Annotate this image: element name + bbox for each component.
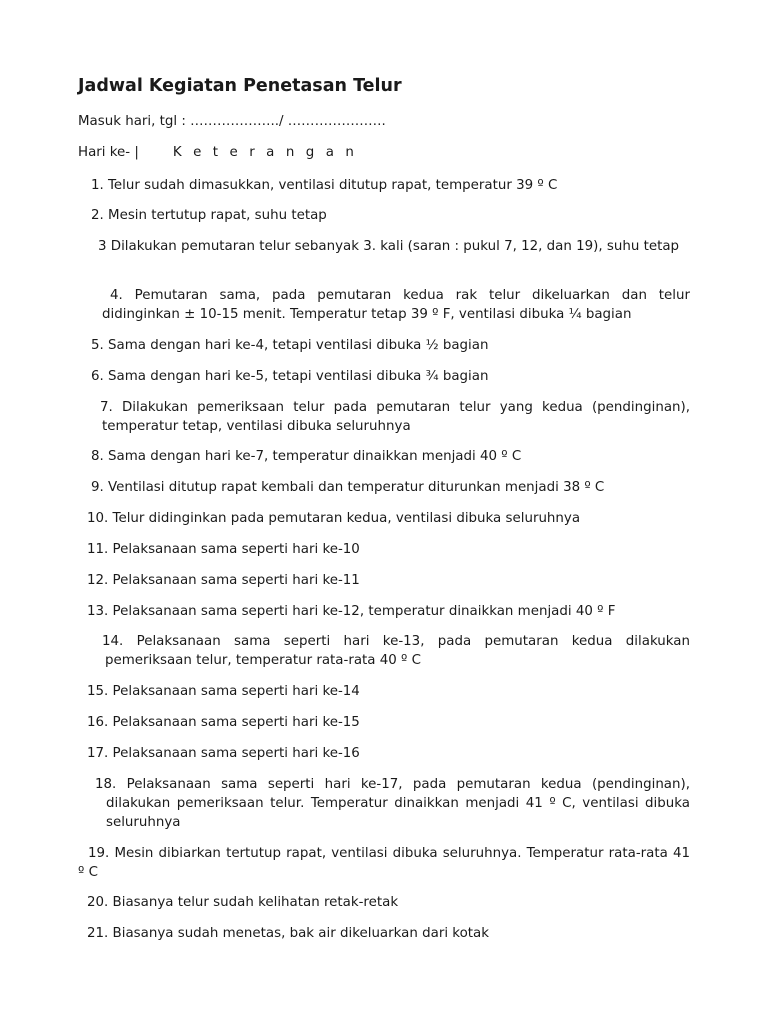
list-item: 6. Sama dengan hari ke-5, tetapi ventilasi dibuka ¾ bagian xyxy=(91,369,489,384)
list-item: 14. Pelaksanaan sama seperti hari ke-13, pada pemutaran kedua dilakukan pemeriksaan telur, temperatur rata-rata 40 º C xyxy=(102,634,690,668)
list-item: 3 Dilakukan pemutaran telur sebanyak 3. kali (saran : pukul 7, 12, dan 19), suhu tetap xyxy=(98,239,680,254)
list-item: 20. Biasanya telur sudah kelihatan retak-retak xyxy=(87,895,399,910)
masuk-hari-line: Masuk hari, tgl : ………………../ …………………. xyxy=(78,114,386,129)
document-title: Jadwal Kegiatan Penetasan Telur xyxy=(78,76,402,96)
list-item: 18. Pelaksanaan sama seperti hari ke-17, pada pemutaran kedua (pendinginan), dilakukan pemeriksaan telur. Temperatur dinaikkan menjadi 41 º C, ventilasi dibuka seluruhnya xyxy=(95,777,690,830)
keterangan-label: K e t e r a n g a n xyxy=(172,145,358,160)
list-item: 1. Telur sudah dimasukkan, ventilasi ditutup rapat, temperatur 39 º C xyxy=(91,178,558,193)
list-item: 8. Sama dengan hari ke-7, temperatur dinaikkan menjadi 40 º C xyxy=(91,449,522,464)
list-item: 15. Pelaksanaan sama seperti hari ke-14 xyxy=(87,684,360,699)
list-item: 4. Pemutaran sama, pada pemutaran kedua rak telur dikeluarkan dan telur didinginkan ± 10-15 menit. Temperatur tetap 39 º F, ventilasi dibuka ¼ bagian xyxy=(102,288,690,322)
hari-ke-label: Hari ke- | xyxy=(78,145,139,160)
list-item: 9. Ventilasi ditutup rapat kembali dan temperatur diturunkan menjadi 38 º C xyxy=(91,480,605,495)
list-item: 16. Pelaksanaan sama seperti hari ke-15 xyxy=(87,715,360,730)
list-item: 11. Pelaksanaan sama seperti hari ke-10 xyxy=(87,542,360,557)
list-item: 13. Pelaksanaan sama seperti hari ke-12, temperatur dinaikkan menjadi 40 º F xyxy=(87,604,616,619)
list-item: 21. Biasanya sudah menetas, bak air dikeluarkan dari kotak xyxy=(87,926,489,941)
list-item: 12. Pelaksanaan sama seperti hari ke-11 xyxy=(87,573,360,588)
list-item: 19. Mesin dibiarkan tertutup rapat, ventilasi dibuka seluruhnya. Temperatur rata-rata 41 º C xyxy=(78,846,690,880)
table-header xyxy=(78,145,357,160)
list-item: 10. Telur didinginkan pada pemutaran kedua, ventilasi dibuka seluruhnya xyxy=(87,511,581,526)
list-item: 17. Pelaksanaan sama seperti hari ke-16 xyxy=(87,746,360,761)
list-item: 7. Dilakukan pemeriksaan telur pada pemutaran telur yang kedua (pendinginan), temperatur tetap, ventilasi dibuka seluruhnya xyxy=(100,400,690,434)
list-item: 5. Sama dengan hari ke-4, tetapi ventilasi dibuka ½ bagian xyxy=(91,338,489,353)
list-item: 2. Mesin tertutup rapat, suhu tetap xyxy=(91,208,327,223)
